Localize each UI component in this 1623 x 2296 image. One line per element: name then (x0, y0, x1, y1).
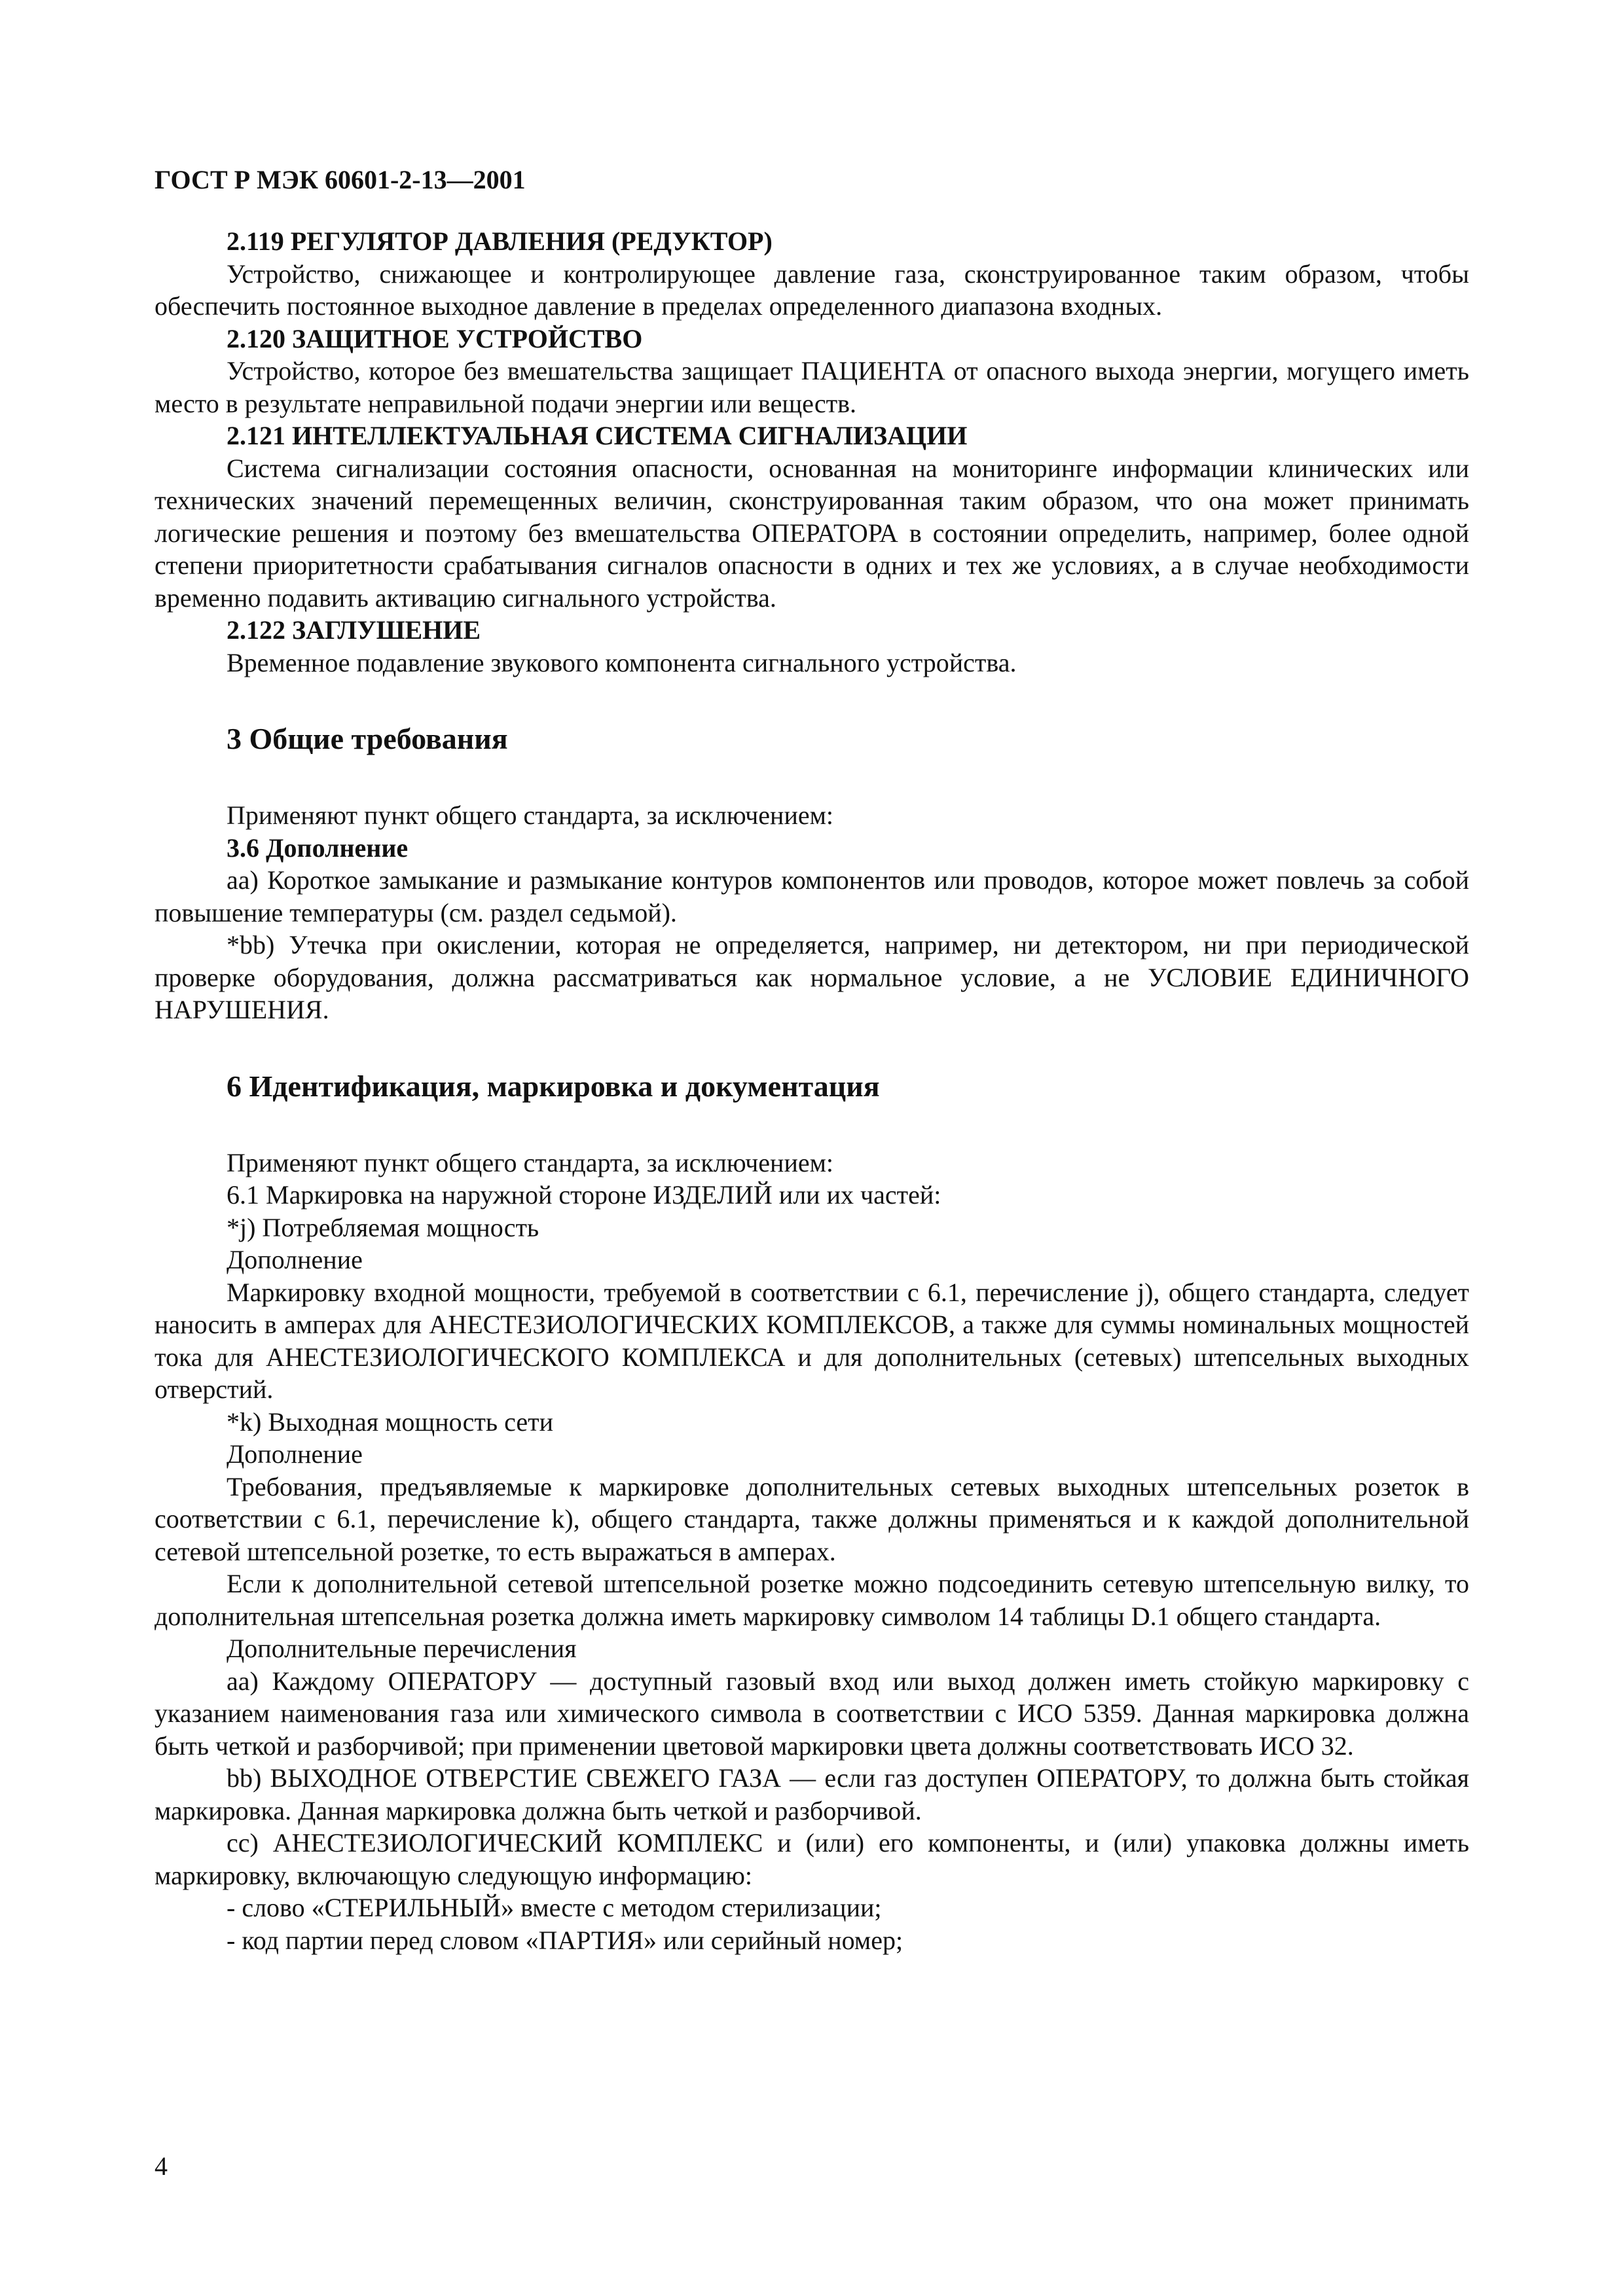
paragraph: 6.1 Маркировка на наружной стороне ИЗДЕЛИЙ или их частей: (227, 1180, 941, 1210)
page-number: 4 (155, 2151, 168, 2181)
paragraph: *k) Выходная мощность сети (227, 1407, 553, 1437)
paragraph: Дополнение (227, 1439, 363, 1469)
section-heading: 3 Общие требования (227, 722, 508, 755)
paragraph: Маркировку входной мощности, требуемой в соответствии с 6.1, перечисление j), общего стандарта, следует наносить в амперах для АНЕСТЕЗИОЛОГИЧЕСКИХ КОМПЛЕКСОВ, а также для суммы номинальных мощностей тока для АНЕСТЕЗИОЛОГИЧЕСКОГО КОМПЛЕКСА и для дополнительных (сетевых) штепсельных выходных отверстий. (155, 1277, 1469, 1404)
paragraph: Применяют пункт общего стандарта, за исключением: (227, 800, 834, 830)
paragraph: Устройство, снижающее и контролирующее давление газа, сконструированное таким образом, чтобы обеспечить постоянное выходное давление в пределах определенного диапазона входных. (155, 259, 1469, 321)
paragraph: bb) ВЫХОДНОЕ ОТВЕРСТИЕ СВЕЖЕГО ГАЗА — если газ доступен ОПЕРАТОРУ, то должна быть стойкая маркировка. Данная маркировка должна быть четкой и разборчивой. (155, 1763, 1469, 1825)
paragraph: Если к дополнительной сетевой штепсельной розетке можно подсоединить сетевую штепсельную вилку, то дополнительная штепсельная розетка должна иметь маркировку символом 14 таблицы D.1 общего стандарта. (155, 1569, 1469, 1631)
paragraph: Требования, предъявляемые к маркировке дополнительных сетевых выходных штепсельных розеток в соответствии с 6.1, перечисление k), общего стандарта, также должны применяться и к каждой дополнительной сетевой штепсельной розетке, то есть выражаться в амперах. (155, 1471, 1469, 1566)
paragraph: Временное подавление звукового компонента сигнального устройства. (227, 647, 1017, 677)
document-page (155, 164, 1469, 1956)
paragraph: - код партии перед словом «ПАРТИЯ» или серийный номер; (227, 1925, 903, 1955)
paragraph: Устройство, которое без вмешательства защищает ПАЦИЕНТА от опасного выхода энергии, могущего иметь место в результате неправильной подачи энергии или веществ. (155, 356, 1469, 418)
paragraph: Дополнение (227, 1245, 363, 1274)
paragraph: Система сигнализации состояния опасности, основанная на мониторинге информации клинических или технических значений перемещенных величин, сконструированная таким образом, что она может принимать логические решения и поэтому без вмешательства ОПЕРАТОРА в состоянии определить, например, более одной степени приоритетности срабатывания сигналов опасности в одних и тех же условиях, а в случае необходимости временно подавить активацию сигнального устройства. (155, 453, 1469, 613)
paragraph: *bb) Утечка при окислении, которая не определяется, например, ни детектором, ни при периодической проверке оборудования, должна рассматриваться как нормальное условие, а не УСЛОВИЕ ЕДИНИЧНОГО НАРУШЕНИЯ. (155, 930, 1469, 1024)
section-heading: 6 Идентификация, маркировка и документация (227, 1069, 880, 1103)
clause-title: 3.6 Дополнение (227, 833, 409, 863)
paragraph: *j) Потребляемая мощность (227, 1212, 539, 1242)
document-header: ГОСТ Р МЭК 60601-2-13—2001 (155, 165, 526, 194)
clause-title: 2.122 ЗАГЛУШЕНИЕ (227, 615, 481, 645)
paragraph: - слово «СТЕРИЛЬНЫЙ» вместе с методом стерилизации; (227, 1893, 882, 1922)
clause-title: 2.120 ЗАЩИТНОЕ УСТРОЙСТВО (227, 323, 643, 353)
paragraph: Применяют пункт общего стандарта, за исключением: (227, 1147, 834, 1177)
clause-title: 2.121 ИНТЕЛЛЕКТУАЛЬНАЯ СИСТЕМА СИГНАЛИЗАЦИИ (227, 421, 968, 450)
clause-title: 2.119 РЕГУЛЯТОР ДАВЛЕНИЯ (РЕДУКТОР) (227, 226, 773, 256)
paragraph: Дополнительные перечисления (227, 1634, 577, 1663)
paragraph: сс) АНЕСТЕЗИОЛОГИЧЕСКИЙ КОМПЛЕКС и (или) его компоненты, и (или) упаковка должны иметь маркировку, включающую следующую информацию: (155, 1828, 1469, 1890)
paragraph: аа) Короткое замыкание и размыкание контуров компонентов или проводов, которое может повлечь за собой повышение температуры (см. раздел седьмой). (155, 865, 1469, 927)
paragraph: аа) Каждому ОПЕРАТОРУ — доступный газовый вход или выход должен иметь стойкую маркировку с указанием наименования газа или химического символа в соответствии с ИСО 5359. Данная маркировка должна быть четкой и разборчивой; при применении цветовой маркировки цвета должны соответствовать ИСО 32. (155, 1666, 1469, 1761)
